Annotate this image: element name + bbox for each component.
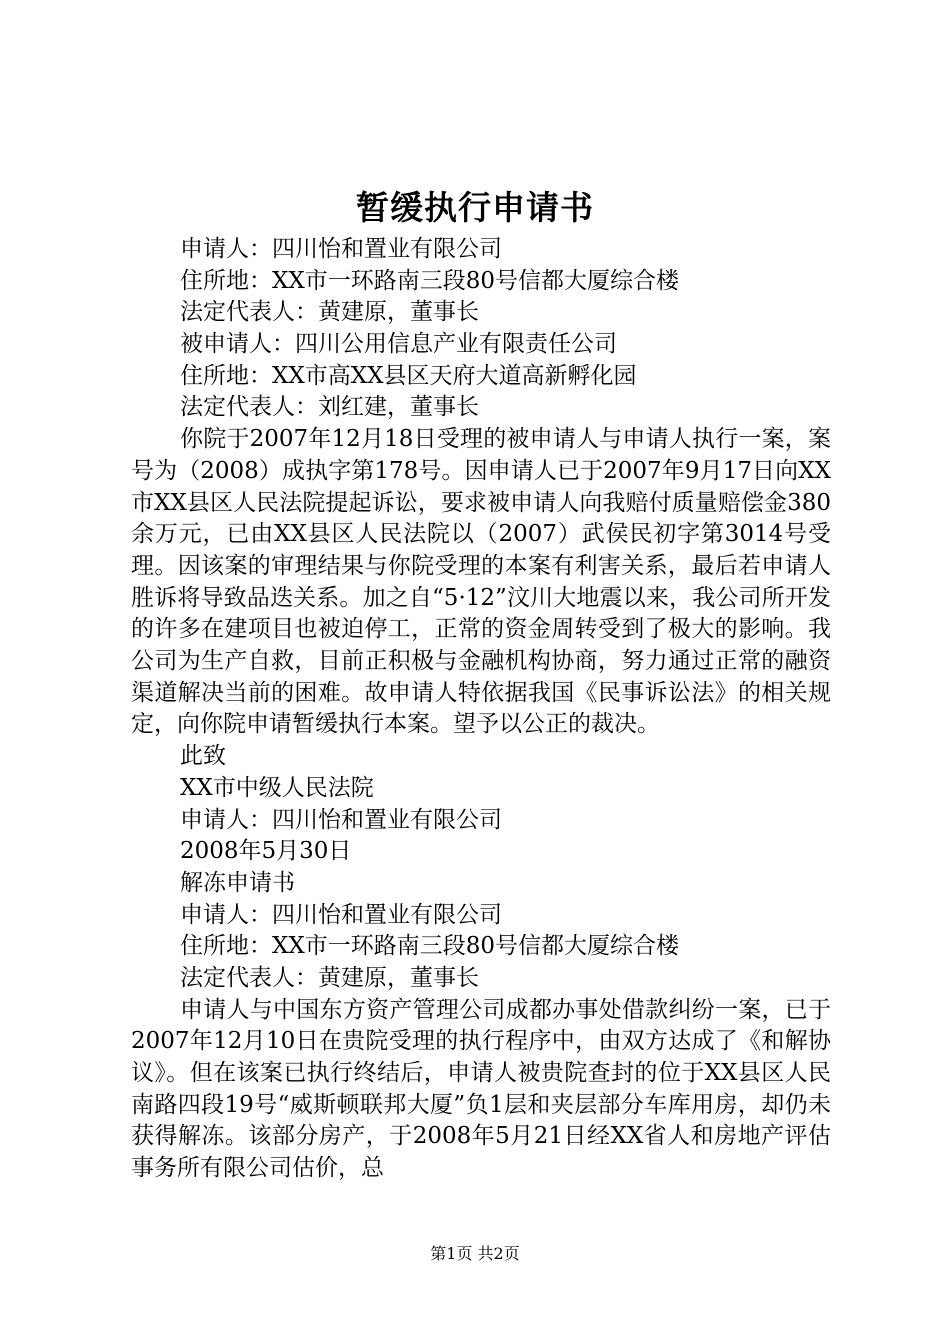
second-main-paragraph: 申请人与中国东方资产管理公司成都办事处借款纠纷一案，已于2007年12月10日在贵院受理的执行程序中，由双方达成了《和解协议》。但在该案已执行终结后，申请人被贵院查封的位于XX县区人民南路四段19号“威斯顿联邦大厦”负1层和夹层部分车库用房，却仍未获得解冻。该部分房产，于2008年5月21日经XX省人和房地产评估事务所有限公司估价，总 [131,996,831,1182]
applicant-line: 申请人：四川怡和置业有限公司 [180,236,502,262]
document-title: 暂缓执行申请书 [356,188,594,227]
document-body [131,234,831,1185]
applicant-representative-line: 法定代表人：黄建原，董事长 [180,299,479,326]
salutation-line: 此致 [180,743,226,770]
signature-line: 申请人：四川怡和置业有限公司 [180,806,502,833]
respondent-line: 被申请人：四川公用信息产业有限责任公司 [180,331,617,358]
second-applicant-representative-line: 法定代表人：黄建原，董事长 [180,964,479,991]
date-line: 2008年5月30日 [180,838,352,865]
main-paragraph: 你院于2007年12月18日受理的被申请人与申请人执行一案，案号为（2008）成执字第178号。因申请人已于2007年9月17日向XX市XX县区人民法院提起诉讼，要求被申请人向我赔付质量赔偿金380余万元，已由XX县区人民法院以（2007）武侯民初字第3014号受理。因该案的审理结果与你院受理的本案有利害关系，最后若申请人胜诉将导致品迭关系。加之自“5·12”汶川大地震以来，我公司所开发的许多在建项目也被迫停工，正常的资金周转受到了极大的影响。我公司为生产自救，目前正积极与金融机构协商，努力通过正常的融资渠道解决当前的困难。故申请人特依据我国《民事诉讼法》的相关规定，向你院申请暂缓执行本案。望予以公正的裁决。 [131,426,831,738]
page-footer: 第1页 共2页 [430,1244,520,1263]
second-document-title: 解冻申请书 [180,869,295,896]
court-line: XX市中级人民法院 [180,774,374,801]
second-applicant-line: 申请人：四川怡和置业有限公司 [180,901,502,928]
respondent-address-line: 住所地：XX市高XX县区天府大道高新孵化园 [180,362,637,389]
respondent-representative-line: 法定代表人：刘红建，董事长 [180,394,479,421]
second-applicant-address-line: 住所地：XX市一环路南三段80号信都大厦综合楼 [180,933,680,960]
applicant-address-line: 住所地：XX市一环路南三段80号信都大厦综合楼 [180,267,680,294]
